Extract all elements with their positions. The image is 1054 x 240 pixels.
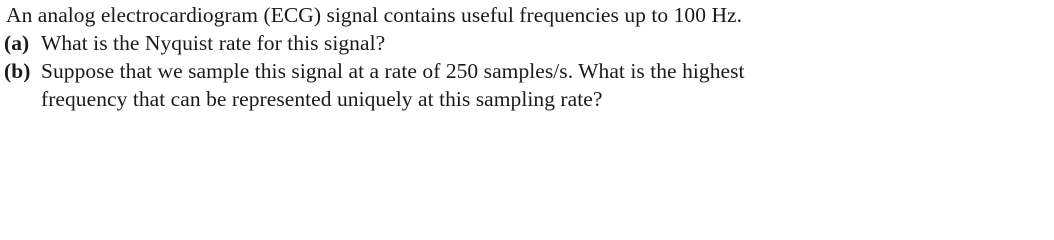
part-b-label: (b) [4,59,31,83]
part-a-label: (a) [4,31,30,55]
part-a [4,30,385,57]
part-a-text: What is the Nyquist rate for this signal? [41,31,386,55]
part-b-text-line-1: Suppose that we sample this signal at a rate of 250 samples/s. What is the highest [41,59,745,83]
part-b-continuation [41,86,602,113]
part-b [4,58,745,85]
part-b-text-line-2: frequency that can be represented uniquely at this sampling rate? [41,87,603,111]
problem-intro: An analog electrocardiogram (ECG) signal contains useful frequencies up to 100 Hz. [6,3,743,27]
